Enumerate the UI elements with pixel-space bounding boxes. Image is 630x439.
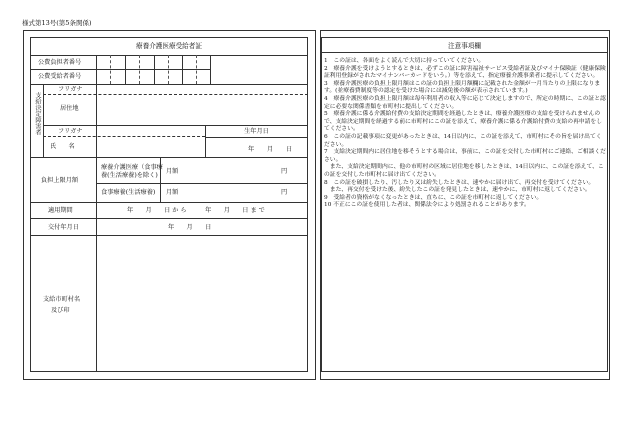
- form-number: 様式第13号(第5条関係): [22, 19, 92, 27]
- notes-title: 注意事項欄: [448, 42, 481, 50]
- period-label: 適用期間: [48, 207, 73, 214]
- note-item: 1 この証は、各面をよく読んで大切に持っていてください。: [324, 58, 485, 64]
- note-item: 10 不正にこの証を使用した者は、関係法令により処罰されることがあります。: [324, 202, 530, 209]
- birth-day: 日: [286, 146, 293, 153]
- issue-text: 年 月 日: [168, 224, 212, 231]
- care-medical-label-1: 療養介護医療（食事療: [101, 164, 163, 171]
- note-item: 5 療養介護に係る介護給付費の支給決定期間を経過したときは、療養介護医療の支給を受けられませんので、支給決定期間を経過する前に市町村にこの証を添えて、療養介護に係る介護給付費の支給の再申請をしてください。: [324, 111, 603, 133]
- monthly-label-meal: 月額: [166, 189, 179, 196]
- public-burden-no-label: 公費負担者番号: [38, 59, 82, 66]
- note-item: また、支給決定期間内に、他の市町村の区域に居住地を移したときは、14日以内に、この証を添えて、この証を交付した市町村に届け出てください。: [324, 164, 604, 178]
- note-item: 9 受給者の資格がなくなったときは、直ちに、この証を市町村に返してください。: [324, 194, 543, 201]
- note-item: 6 この証の記載事項に変更があったときは、14日以内に、この証を添えて、市町村にその旨を届け出てください。: [324, 133, 602, 148]
- monthly-label-care: 月額: [166, 168, 179, 175]
- recipient-group-label: 支給決定障害者: [34, 92, 41, 136]
- seal-label: 及び印: [51, 307, 70, 314]
- yen-meal: 円: [281, 189, 288, 196]
- note-item: また、再交付を受けた後、紛失したこの証を発見したときは、速やかに、市町村に返してください。: [324, 187, 591, 194]
- limit-label: 負担上限月額: [41, 177, 79, 184]
- yen-care: 円: [281, 168, 288, 175]
- note-item: 4 療養介護医療の負担上限月額は毎年利用者の収入等に応じて決定しますので、所定の時期に、この証と認定に必要な関係書類を市町村に提出してください。: [324, 95, 606, 110]
- notes-list: [324, 58, 607, 210]
- address-label: 居住地: [60, 105, 79, 112]
- note-item: 8 この証を破損したり、汚したり又は紛失したときは、速やかに届け出て、再交付を受けてください。: [324, 179, 595, 186]
- birth-year: 年: [248, 146, 255, 153]
- note-item: 2 療養介護を受けようとするときは、必ずこの証に障害福祉サービス受給者証及びマイナ保険証（健康保険証利用登録がされたマイナンバーカードをいう。）等を添えて、指定療養介護事業者に提示してください。: [324, 65, 606, 80]
- note-item: 3 療養介護医療の負担上限月額はこの証の負担上限月額欄に記載された金額が一月当たりの上限になります。(並療養費制度等の認定を受けた場合には減免後の額が表示されています。): [324, 80, 601, 95]
- furigana-label-address: フリガナ: [58, 86, 83, 93]
- period-text: 年 月 日 か ら 年 月 日 ま で: [127, 207, 265, 214]
- certificate-title: 療養介護医療受給者証: [136, 42, 202, 50]
- municipality-label: 支給市町村名: [43, 296, 81, 303]
- meal-label: 食事療養(生活療養): [101, 189, 156, 196]
- name-label: 氏 名: [50, 143, 75, 150]
- note-item: 7 支給決定期間内に居住地を移そうとする場合は、事前に、この証を交付した市町村にご連絡、ご相談ください。: [324, 149, 606, 163]
- furigana-label-name: フリガナ: [58, 128, 83, 135]
- birthdate-label: 生年月日: [244, 128, 269, 135]
- issue-label: 交付年月日: [48, 224, 79, 231]
- care-medical-label-2: 養(生活療養)を除く): [101, 172, 158, 179]
- birth-month: 月: [267, 146, 274, 153]
- public-recipient-no-label: 公費受給者番号: [38, 73, 82, 80]
